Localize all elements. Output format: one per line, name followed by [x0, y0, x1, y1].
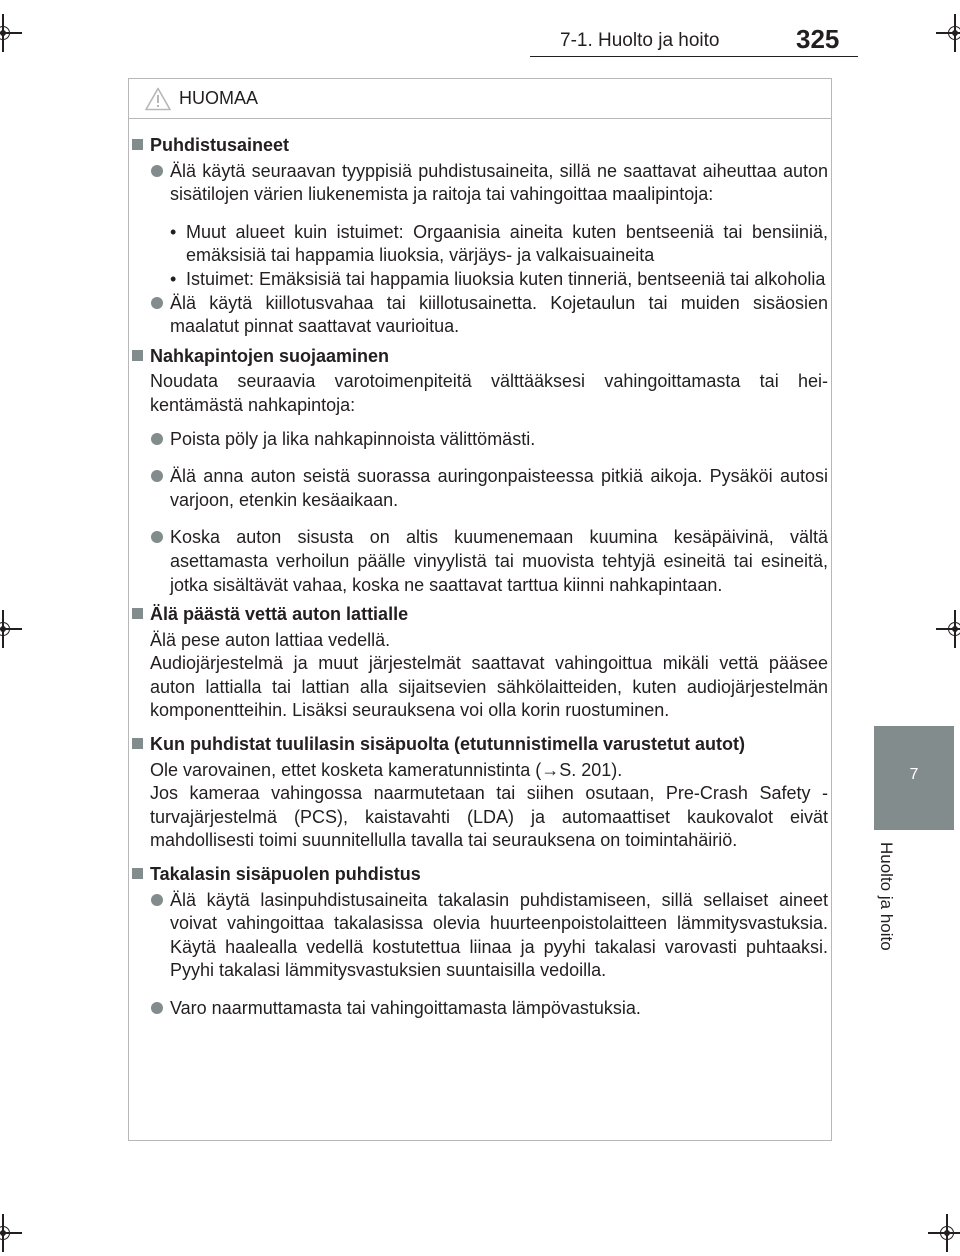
section-square-icon: [132, 139, 143, 150]
bullet-dot-icon: [151, 297, 163, 309]
section-heading: Älä päästä vettä auton lattialle: [128, 603, 828, 627]
bullet-dot-icon: [151, 470, 163, 482]
crop-mark-mid-right: [944, 618, 960, 640]
chapter-label-text: Huolto ja hoito: [877, 842, 896, 951]
bullet-item: Älä käytä lasinpuhdistusaineita takalasin puhdistamiseen, sillä sellaiset aineet voivat vahingoittaa takalasissa olevia huurteenpoistolaitteen lämmitysvastuksia. Käytä haalealla vedellä kostutettua liinaa ja pyyhi takalasi varovasti puhtaaksi. Pyyhi takalasi lämmitysvastuksien suuntaisilla vedoilla.: [128, 889, 828, 983]
page-number: 325: [796, 24, 840, 54]
paragraph: Noudata seuraavia varotoimenpiteitä välttääksesi vahingoittamasta tai heikentämästä nahkapintoja:: [150, 371, 828, 415]
paragraph: Ole varovainen, ettet kosketa kameratunnistinta (→S. 201).: [150, 759, 623, 780]
paragraph: Audiojärjestelmä ja muut järjestelmät saattavat vahingoittua mikäli vettä pääsee auton lattialla tai lattian alla sijaitsevien sähkölaitteiden, kuten audiojärjestelmän komponentteihin. Lisäksi seurauksena voi olla korin ruostuminen.: [150, 653, 828, 721]
bullet-item: Älä anna auton seistä suorassa auringonpaisteessa pitkiä aikoja. Pysäköi autosi varjoon, etenkin kesäaikaan.: [128, 465, 828, 512]
section-heading: Nahkapintojen suojaaminen: [128, 345, 828, 369]
bullet-dot-icon: [151, 894, 163, 906]
sub-item: • Muut alueet kuin istuimet: Orgaanisia aineita kuten bentseeniä tai bensiiniä, emäksisiä tai happamia liuoksia, värjäys- ja valkaisuaineita: [170, 221, 828, 266]
bullet-item: Varo naarmuttamasta tai vahingoittamasta lämpövastuksia.: [128, 997, 828, 1021]
header-rule: [530, 56, 858, 57]
crop-mark-top-left: [0, 22, 14, 44]
notice-title: HUOMAA: [179, 88, 259, 108]
paragraph: Jos kameraa vahingossa naarmutetaan tai siihen osutaan, Pre-Crash Safety -turvajärjestelmä (PCS), kaistavahti (LDA) ja automaattiset kaukovalot eivät mahdollisesti toimi suunnitellulla tavalla tai seurauksena on toimintahäiriö.: [150, 783, 828, 851]
section-heading: Puhdistusaineet: [128, 134, 828, 158]
paragraph: Älä pese auton lattiaa vedellä.: [150, 629, 391, 650]
bullet-item: Poista pöly ja lika nahkapinnoista välittömästi.: [128, 428, 828, 452]
section-square-icon: [132, 738, 143, 749]
chapter-number: 7: [909, 766, 919, 783]
crop-mark-bottom-left: [0, 1222, 14, 1244]
bullet-dot-icon: [151, 1002, 163, 1014]
notice-content: [128, 134, 828, 1027]
warning-triangle-icon: [145, 87, 171, 111]
bullet-dot-icon: [151, 433, 163, 445]
section-heading: Kun puhdistat tuulilasin sisäpuolta (etutunnistimella varustetut autot): [128, 733, 828, 757]
sub-item: • Istuimet: Emäksisiä tai happamia liuoksia kuten tinneriä, bentseeniä tai alkoholia: [170, 268, 826, 289]
crop-mark-bottom-right: [936, 1222, 958, 1244]
chapter-label: [866, 842, 906, 952]
crop-mark-top-right: [944, 22, 960, 44]
bullet-item: Koska auton sisusta on altis kuumenemaan kuumina kesäpäivinä, vältä asettamasta verhoilun päälle vinyylistä tai muovista tehtyjä esineitä tai esineitä, jotka sisältävät vahaa, koska ne saattavat tarttua kiinni nahkapintaan.: [128, 526, 828, 597]
bullet-dot-icon: [151, 165, 163, 177]
section-square-icon: [132, 350, 143, 361]
section-heading: Takalasin sisäpuolen puhdistus: [128, 863, 828, 887]
header-section-title: 7-1. Huolto ja hoito: [560, 30, 720, 51]
section-square-icon: [132, 608, 143, 619]
bullet-dot-icon: [151, 531, 163, 543]
section-square-icon: [132, 868, 143, 879]
bullet-item: Älä käytä kiillotusvahaa tai kiillotusainetta. Kojetaulun tai muiden sisäosien maalatut pinnat saattavat vaurioitua.: [128, 292, 828, 339]
crop-mark-mid-left: [0, 618, 14, 640]
notice-header: [129, 79, 831, 119]
bullet-item: Älä käytä seuraavan tyyppisiä puhdistusaineita, sillä ne saattavat aiheuttaa auton sisätilojen värien liukenemista ja raitoja tai vahingoittaa maalipintoja:: [128, 160, 828, 207]
